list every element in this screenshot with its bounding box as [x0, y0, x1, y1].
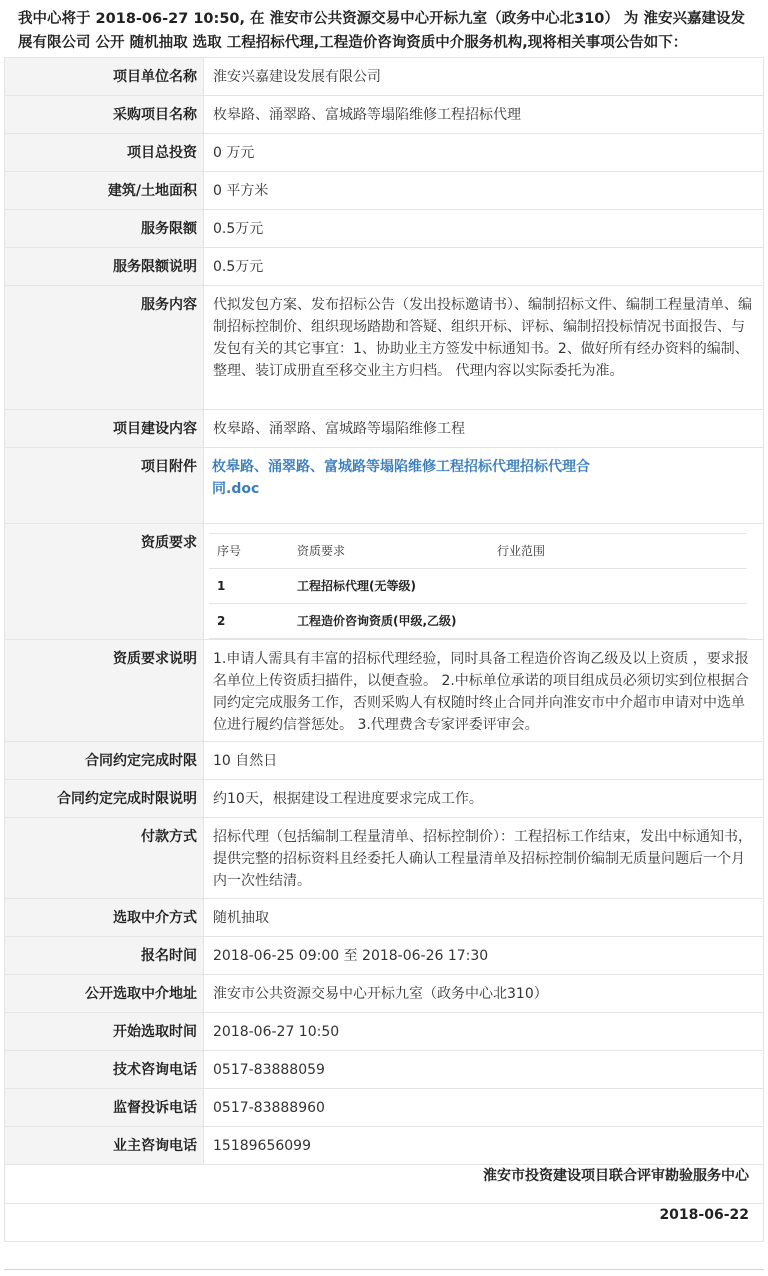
qualification-row	[209, 569, 747, 604]
column-header: 资质要求	[289, 534, 489, 569]
row-label: 合同约定完成时限说明	[5, 780, 204, 818]
row-value: 10 自然日	[204, 742, 764, 780]
row-label: 业主咨询电话	[5, 1127, 204, 1165]
divider	[4, 1269, 764, 1270]
row-label: 合同约定完成时限	[5, 742, 204, 780]
attachment-link[interactable]: 枚皋路、涌翠路、富城路等塌陷维修工程招标代理招标代理合同.doc	[212, 459, 590, 497]
row-value: 15189656099	[204, 1127, 764, 1165]
table-row	[5, 1089, 764, 1127]
qualification-scope	[489, 569, 747, 604]
row-value: 0.5万元	[204, 248, 764, 286]
row-value: 0.5万元	[204, 210, 764, 248]
qualification-table	[209, 533, 747, 639]
row-value: 淮安兴嘉建设发展有限公司	[204, 58, 764, 96]
row-value: 枚皋路、涌翠路、富城路等塌陷维修工程	[204, 410, 764, 448]
table-row	[5, 410, 764, 448]
table-row	[5, 524, 764, 640]
row-value: 2018-06-27 10:50	[204, 1013, 764, 1051]
row-label: 付款方式	[5, 818, 204, 899]
column-header: 行业范围	[489, 534, 747, 569]
row-value: 代拟发包方案、发布招标公告（发出投标邀请书）、编制招标文件、编制工程量清单、编制招标控制价、组织现场踏勘和答疑、组织开标、评标、编制招投标情况书面报告、与发包有关的其它事宜：1、协助业主方签发中标通知书。2、做好所有经办资料的编制、整理、装订成册直至移交业主方归档。 代理内容以实际委托为准。	[204, 286, 764, 410]
row-value: 0517-83888960	[204, 1089, 764, 1127]
row-value: 0 平方米	[204, 172, 764, 210]
row-label: 公开选取中介地址	[5, 975, 204, 1013]
row-value: 淮安市公共资源交易中心开标九室（政务中心北310）	[204, 975, 764, 1013]
qualification-scope	[489, 604, 747, 639]
row-value: 招标代理（包括编制工程量清单、招标控制价）：工程招标工作结束，发出中标通知书，提供完整的招标资料且经委托人确认工程量清单及招标控制价编制无质量问题后一个月内一次性结清。	[204, 818, 764, 899]
table-row	[5, 172, 764, 210]
footer-date: 2018-06-22	[5, 1204, 764, 1242]
row-label: 资质要求说明	[5, 640, 204, 742]
table-row	[5, 975, 764, 1013]
table-row	[5, 640, 764, 742]
table-row	[5, 937, 764, 975]
row-label: 服务内容	[5, 286, 204, 410]
footer-org-row	[5, 1165, 764, 1204]
row-label: 报名时间	[5, 937, 204, 975]
row-label: 项目单位名称	[5, 58, 204, 96]
table-row	[5, 780, 764, 818]
table-row	[5, 210, 764, 248]
row-label: 监督投诉电话	[5, 1089, 204, 1127]
table-row	[5, 742, 764, 780]
column-header: 序号	[209, 534, 289, 569]
qualification-row	[209, 604, 747, 639]
qualification-name: 工程招标代理(无等级)	[289, 569, 489, 604]
table-row	[5, 248, 764, 286]
row-label: 项目附件	[5, 448, 204, 524]
qualification-no: 2	[209, 604, 289, 639]
row-value: 随机抽取	[204, 899, 764, 937]
row-label: 建筑/土地面积	[5, 172, 204, 210]
table-row	[5, 286, 764, 410]
row-value: 2018-06-25 09:00 至 2018-06-26 17:30	[204, 937, 764, 975]
row-value: 枚皋路、涌翠路、富城路等塌陷维修工程招标代理	[204, 96, 764, 134]
table-row	[5, 58, 764, 96]
row-label: 资质要求	[5, 524, 204, 640]
qualification-no: 1	[209, 569, 289, 604]
row-label: 技术咨询电话	[5, 1051, 204, 1089]
row-label: 项目建设内容	[5, 410, 204, 448]
table-row	[5, 134, 764, 172]
row-label: 开始选取时间	[5, 1013, 204, 1051]
row-value: 0517-83888059	[204, 1051, 764, 1089]
row-value: 约10天，根据建设工程进度要求完成工作。	[204, 780, 764, 818]
table-row	[5, 899, 764, 937]
row-label: 服务限额	[5, 210, 204, 248]
row-value: 0 万元	[204, 134, 764, 172]
row-label: 项目总投资	[5, 134, 204, 172]
qualification-header-row	[209, 534, 747, 569]
qualification-name: 工程造价咨询资质(甲级,乙级)	[289, 604, 489, 639]
footer-org: 淮安市投资建设项目联合评审勘验服务中心	[5, 1165, 764, 1204]
footer-date-row	[5, 1204, 764, 1242]
table-row	[5, 1127, 764, 1165]
table-row	[5, 1051, 764, 1089]
row-label: 采购项目名称	[5, 96, 204, 134]
project-info-table	[4, 57, 764, 1242]
table-row	[5, 448, 764, 524]
table-row	[5, 1013, 764, 1051]
row-label: 选取中介方式	[5, 899, 204, 937]
row-label: 服务限额说明	[5, 248, 204, 286]
table-row	[5, 96, 764, 134]
row-value: 1.申请人需具有丰富的招标代理经验，同时具备工程造价咨询乙级及以上资质 ，要求报名单位上传资质扫描件，以便查验。 2.中标单位承诺的项目组成员必须切实到位根据合同约定完成服务工作，否则采购人有权随时终止合同并向淮安市中介超市申请对中选单位进行履约信誉惩处。 3.代理费含专家评委评审会。	[204, 640, 764, 742]
table-row	[5, 818, 764, 899]
announcement-intro: 我中心将于 2018-06-27 10:50, 在 淮安市公共资源交易中心开标九室（政务中心北310） 为 淮安兴嘉建设发展有限公司 公开 随机抽取 选取 工程招标代理,工程造价咨询资质中介服务机构,现将相关事项公告如下：	[18, 11, 745, 51]
